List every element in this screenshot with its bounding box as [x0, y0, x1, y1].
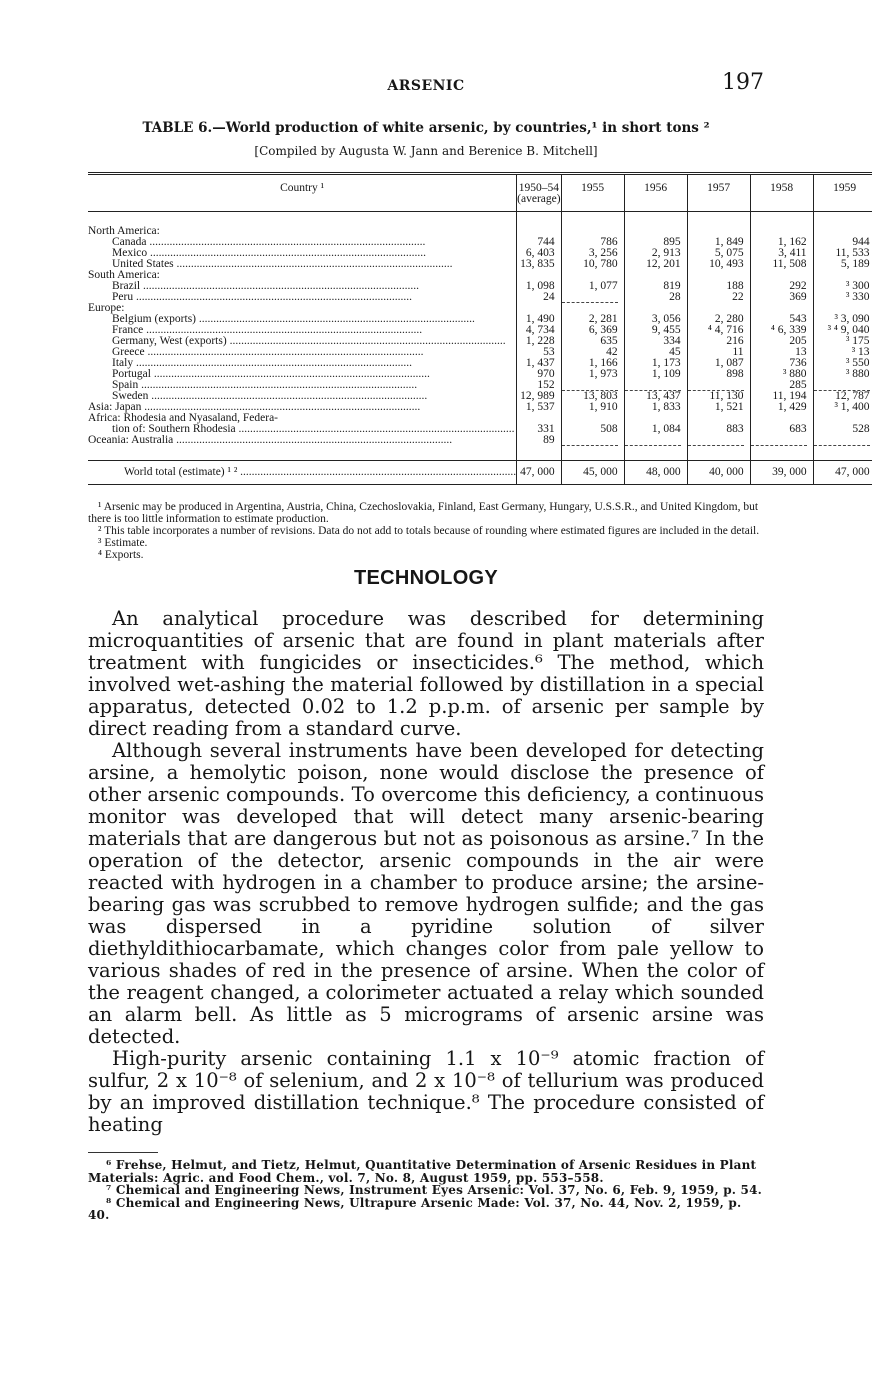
table-cell: 11 [687, 347, 750, 358]
page-number: 197 [722, 70, 764, 95]
table-subtitle: [Compiled by Augusta W. Jann and Berenice B. Mitchell] [254, 144, 598, 158]
country-label: France ..... [88, 325, 517, 336]
table-row [88, 358, 872, 369]
table-row [88, 402, 872, 413]
table-cell [561, 435, 624, 446]
table-cell: ³ 330 [813, 292, 872, 303]
table-cell: 4, 734 [517, 325, 561, 336]
table-note: ¹ Arsenic may be produced in Argentina, Austria, China, Czechoslovakia, Finland, East Germany, Hungary, U.S.S.R., and United Kingdom, but there is too little information to estimate production. [88, 501, 759, 525]
table-row [88, 226, 872, 237]
column-header: 1958 [750, 174, 813, 212]
table-cell: 1, 910 [561, 402, 624, 413]
table-cell: 152 [517, 380, 561, 391]
column-header: 1957 [687, 174, 750, 212]
table-cell: 3, 056 [624, 314, 687, 325]
table-cell: 9, 455 [624, 325, 687, 336]
table-row [88, 347, 872, 358]
table-spacer-row [88, 446, 872, 461]
table-row [88, 325, 872, 336]
table-cell: 736 [750, 358, 813, 369]
table-row [88, 270, 872, 281]
table-cell: 1, 098 [517, 281, 561, 292]
table-row [88, 248, 872, 259]
table-row [88, 303, 872, 314]
running-head [88, 70, 764, 104]
table-cell: ⁴ 4, 716 [687, 325, 750, 336]
table-total-row [88, 461, 872, 485]
table-cell: 1, 437 [517, 358, 561, 369]
table-row [88, 413, 872, 424]
table-row [88, 336, 872, 347]
table-cell: 6, 403 [517, 248, 561, 259]
table-cell: 508 [561, 424, 624, 435]
table-cell: 883 [687, 424, 750, 435]
table-cell: 47, 000 [813, 461, 872, 485]
table-row [88, 259, 872, 270]
table-row [88, 380, 872, 391]
country-label: Europe: [88, 303, 125, 314]
table-row [88, 237, 872, 248]
table-cell: 13, 835 [517, 259, 561, 270]
country-label: United States ..... [88, 259, 517, 270]
column-header: 1959 [813, 174, 872, 212]
country-label: Oceania: Australia ..... [88, 435, 517, 446]
table-cell: 1, 429 [750, 402, 813, 413]
table-cell: 1, 084 [624, 424, 687, 435]
country-label: Greece ..... [88, 347, 517, 358]
paragraph: High-purity arsenic containing 1.1 x 10⁻⁹ atomic fraction of sulfur, 2 x 10⁻⁸ of selenium, and 2 x 10⁻⁸ of tellurium was produced by an improved distillation technique.⁸ The procedure consisted of heating [88, 1047, 764, 1136]
table-header-row [88, 174, 872, 212]
table-cell: 895 [624, 237, 687, 248]
country-label: Sweden ..... [88, 391, 517, 402]
table-spacer-row [88, 212, 872, 227]
table-cell: 205 [750, 336, 813, 347]
table-cell: 543 [750, 314, 813, 325]
column-header: 1950–54 (average) [517, 174, 561, 212]
table-cell: ³ ⁴ 9, 040 [813, 325, 872, 336]
country-label: tion of: Southern Rhodesia ..... [88, 424, 517, 435]
table-cell: 3, 256 [561, 248, 624, 259]
country-label: Germany, West (exports) ..... [88, 336, 517, 347]
table-cell: 1, 109 [624, 369, 687, 380]
table-note: ² This table incorporates a number of revisions. Data do not add to totals because of rounding where estimated figures are included in the detail. [98, 525, 760, 537]
table-cell: 13, 437 [624, 391, 687, 402]
table-cell: 47, 000 [517, 461, 561, 485]
table-notes [88, 501, 764, 561]
table-cell: 1, 166 [561, 358, 624, 369]
table-cell: 22 [687, 292, 750, 303]
table-row [88, 435, 872, 446]
table-cell: 2, 913 [624, 248, 687, 259]
table-cell: 898 [687, 369, 750, 380]
empty-cell-dash [688, 438, 744, 446]
table-cell: 24 [517, 292, 561, 303]
table-title: TABLE 6.—World production of white arsenic, by countries,¹ in short tons ² [142, 120, 710, 136]
country-label: Africa: Rhodesia and Nyasaland, Federa- [88, 413, 278, 424]
table-cell: 13 [750, 347, 813, 358]
country-label: South America: [88, 270, 160, 281]
country-label: North America: [88, 226, 160, 237]
table-note: ³ Estimate. [98, 537, 148, 549]
table-cell: 2, 280 [687, 314, 750, 325]
table-cell: 683 [750, 424, 813, 435]
country-label: Asia: Japan ..... [88, 402, 517, 413]
footnote: ⁶ Frehse, Helmut, and Tietz, Helmut, Quantitative Determination of Arsenic Residues in Plant Materials: Agric. and Food Chem., vol. 7, No. 8, August 1959, pp. 553–558. [88, 1158, 757, 1185]
empty-cell-dash [751, 438, 807, 446]
table-cell: ³ 1, 400 [813, 402, 872, 413]
table-cell: 334 [624, 336, 687, 347]
column-header: Country ¹ [88, 174, 517, 212]
country-label: Peru ..... [88, 292, 517, 303]
table-cell [750, 435, 813, 446]
table-body [88, 212, 872, 447]
table-cell: 11, 194 [750, 391, 813, 402]
table-cell: 45 [624, 347, 687, 358]
country-label: Brazil ..... [88, 281, 517, 292]
table-cell: 292 [750, 281, 813, 292]
table-cell: 28 [624, 292, 687, 303]
table-cell: 744 [517, 237, 561, 248]
table-cell: 944 [813, 237, 872, 248]
table-cell [561, 292, 624, 303]
table-cell: 3, 411 [750, 248, 813, 259]
paragraph: An analytical procedure was described for determining microquantities of arsenic that are found in plant materials after treatment with fungicides or insecticides.⁶ The method, which involved wet-ashing the material followed by distillation in a special apparatus, detected 0.02 to 1.2 p.p.m. of arsenic per sample by direct reading from a standard curve. [88, 607, 764, 740]
table-cell: 2, 281 [561, 314, 624, 325]
total-label: World total (estimate) ¹ ² ..... [88, 461, 517, 485]
table-row [88, 424, 872, 435]
empty-cell-dash [814, 438, 870, 446]
country-label: Spain ..... [88, 380, 517, 391]
table-cell: 635 [561, 336, 624, 347]
table-cell: 369 [750, 292, 813, 303]
document-page [88, 70, 870, 1222]
table-cell: 1, 173 [624, 358, 687, 369]
footnote: ⁷ Chemical and Engineering News, Instrument Eyes Arsenic: Vol. 37, No. 6, Feb. 9, 1959, p. 54. [106, 1183, 763, 1197]
table-cell: 89 [517, 435, 561, 446]
column-header: 1956 [624, 174, 687, 212]
table-cell: 12, 989 [517, 391, 561, 402]
table-cell: 1, 849 [687, 237, 750, 248]
table-cell [687, 435, 750, 446]
table-cell: 1, 833 [624, 402, 687, 413]
table-cell: 786 [561, 237, 624, 248]
table-cell [624, 435, 687, 446]
table-cell: 819 [624, 281, 687, 292]
table-cell: 331 [517, 424, 561, 435]
table-cell: ³ 3, 090 [813, 314, 872, 325]
table-cell: ⁴ 6, 339 [750, 325, 813, 336]
table-cell: 53 [517, 347, 561, 358]
table-cell: 5, 189 [813, 259, 872, 270]
table-cell [813, 435, 872, 446]
table-cell: 40, 000 [687, 461, 750, 485]
table-cell: 6, 369 [561, 325, 624, 336]
table-cell: 1, 537 [517, 402, 561, 413]
country-label: Portugal ..... [88, 369, 517, 380]
country-label: Canada ..... [88, 237, 517, 248]
table-cell: 11, 533 [813, 248, 872, 259]
table-row [88, 281, 872, 292]
table-cell: 1, 077 [561, 281, 624, 292]
country-label: Belgium (exports) ..... [88, 314, 517, 325]
country-label: Mexico ..... [88, 248, 517, 259]
footnote-divider [88, 1152, 158, 1153]
table-cell: 528 [813, 424, 872, 435]
empty-cell-dash [625, 438, 681, 446]
table-cell: 42 [561, 347, 624, 358]
table-cell: ³ 550 [813, 358, 872, 369]
table-cell: 216 [687, 336, 750, 347]
table-row [88, 292, 872, 303]
table-cell: 285 [750, 380, 813, 391]
table-cell: 48, 000 [624, 461, 687, 485]
table-cell: ³ 175 [813, 336, 872, 347]
table-cell: ³ 13 [813, 347, 872, 358]
table-cell: 970 [517, 369, 561, 380]
table-cell: 11, 130 [687, 391, 750, 402]
table-cell: ³ 880 [750, 369, 813, 380]
table-cell: 188 [687, 281, 750, 292]
table-cell: 39, 000 [750, 461, 813, 485]
table-cell: 10, 493 [687, 259, 750, 270]
table-row [88, 391, 872, 402]
empty-cell-dash [562, 295, 618, 303]
column-header: 1955 [561, 174, 624, 212]
production-table [88, 172, 872, 485]
paragraph: Although several instruments have been developed for detecting arsine, a hemolytic poison, none would disclose the presence of other arsenic compounds. To overcome this deficiency, a continuous monitor was developed that will detect many arsenic-bearing materials that are dangerous but not as poisonous as arsine.⁷ In the operation of the detector, arsenic compounds in the air were reacted with hydrogen in a chamber to produce arsine; the arsine-bearing gas was scrubbed to remove hydrogen sulfide; and the gas was dispersed in a pyridine solution of silver diethyldithiocarbamate, which changes color from pale yellow to various shades of red in the presence of arsine. When the color of the reagent changed, a colorimeter actuated a relay which sounded an alarm bell. As little as 5 micrograms of arsenic arsine was detected. [88, 739, 764, 1048]
table-cell: 10, 780 [561, 259, 624, 270]
table-row [88, 369, 872, 380]
table-cell: 1, 162 [750, 237, 813, 248]
table-cell: 1, 490 [517, 314, 561, 325]
table-cell: 1, 973 [561, 369, 624, 380]
running-head-title: ARSENIC [387, 78, 465, 94]
table-note: ⁴ Exports. [98, 549, 144, 561]
table-cell: 45, 000 [561, 461, 624, 485]
table-cell: ³ 880 [813, 369, 872, 380]
footnote: ⁸ Chemical and Engineering News, Ultrapure Arsenic Made: Vol. 37, No. 44, Nov. 2, 1959, p. 40. [88, 1195, 742, 1222]
table-cell: 13, 803 [561, 391, 624, 402]
table-cell: 1, 087 [687, 358, 750, 369]
country-label: Italy ..... [88, 358, 517, 369]
body-text [88, 608, 764, 1136]
table-cell: 11, 508 [750, 259, 813, 270]
footnotes [88, 1159, 764, 1222]
table-cell: 12, 787 [813, 391, 872, 402]
empty-cell-dash [562, 438, 618, 446]
table-cell: 12, 201 [624, 259, 687, 270]
table-row [88, 314, 872, 325]
table-cell: 5, 075 [687, 248, 750, 259]
table-cell: 1, 521 [687, 402, 750, 413]
table-cell: 1, 228 [517, 336, 561, 347]
table-cell: ³ 300 [813, 281, 872, 292]
section-heading: TECHNOLOGY [353, 567, 499, 589]
